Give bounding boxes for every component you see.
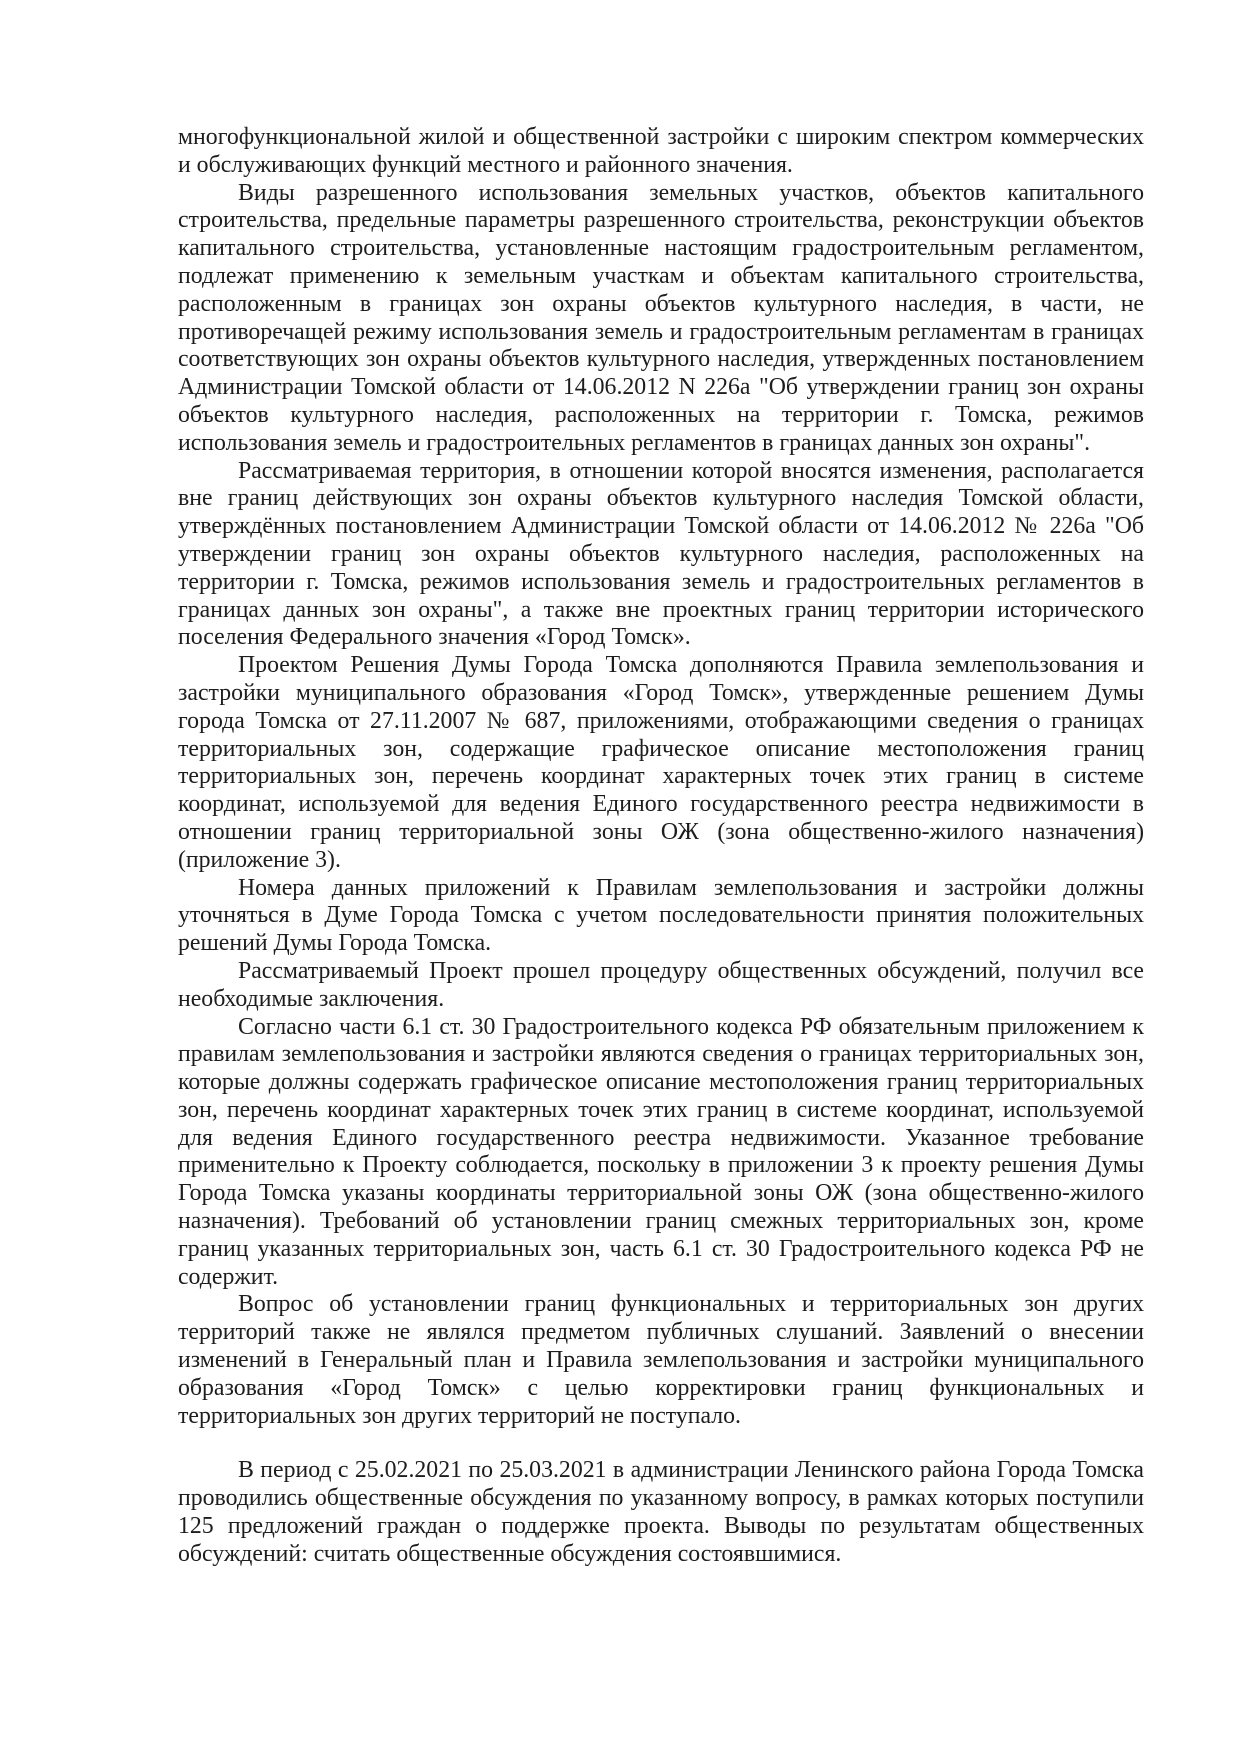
paragraph-urban-code: Согласно части 6.1 ст. 30 Градостроительного кодекса РФ обязательным приложением к правилам землепользования и застройки являются сведения о границах территориальных зон, которые должны содержать графическое описание местоположения границ территориальных зон, перечень координат характерных точек этих границ в системе координат, используемой для ведения Единого государственного реестра недвижимости. Указанное требование применительно к Проекту соблюдается, поскольку в приложении 3 к проекту решения Думы Города Томска указаны координаты территориальной зоны ОЖ (зона общественно-жилого назначения). Требований об установлении границ смежных территориальных зон, кроме границ указанных территориальных зон, часть 6.1 ст. 30 Градостроительного кодекса РФ не содержит. bbox=[178, 1013, 1144, 1290]
paragraph-draft-decision: Проектом Решения Думы Города Томска дополняются Правила землепользования и застройки муниципального образования «Город Томск», утвержденные решением Думы города Томска от 27.11.2007 № 687, приложениями, отображающими сведения о границах территориальных зон, содержащие графическое описание местоположения границ территориальных зон, перечень координат характерных точек этих границ в системе координат, используемой для ведения Единого государственного реестра недвижимости в отношении границ территориальной зоны ОЖ (зона общественно-жилого назначения) (приложение 3). bbox=[178, 652, 1144, 873]
paragraph-other-zones: Вопрос об установлении границ функциональных и территориальных зон других территорий также не являлся предметом публичных слушаний. Заявлений о внесении изменений в Генеральный план и Правила землепользования и застройки муниципального образования «Город Томск» с целью корректировки границ функциональных и территориальных зон других территорий не поступало. bbox=[178, 1291, 1144, 1429]
paragraph-continuation: многофункциональной жилой и общественной застройки с широким спектром коммерческих и обслуживающих функций местного и районного значения. bbox=[178, 124, 1144, 178]
paragraph-appendix-numbers: Номера данных приложений к Правилам землепользования и застройки должны уточняться в Думе Города Томска с учетом последовательности принятия положительных решений Думы Города Томска. bbox=[178, 874, 1144, 957]
document-body bbox=[178, 124, 1144, 1569]
paragraph-territory-location: Рассматриваемая территория, в отношении которой вносятся изменения, располагается вне границ действующих зон охраны объектов культурного наследия Томской области, утверждённых постановлением Администрации Томской области от 14.06.2012 № 226а "Об утверждении границ зон охраны объектов культурного наследия, расположенных на территории г. Томска, режимов использования земель и градостроительных регламентов в границах данных зон охраны", а также вне проектных границ территории исторического поселения Федерального значения «Город Томск». bbox=[178, 457, 1144, 651]
paragraph-permitted-uses: Виды разрешенного использования земельных участков, объектов капитального строительства, предельные параметры разрешенного строительства, реконструкции объектов капитального строительства, установленные настоящим градостроительным регламентом, подлежат применению к земельным участкам и объектам капитального строительства, расположенным в границах зон охраны объектов культурного наследия, в части, не противоречащей режиму использования земель и градостроительным регламентам в границах соответствующих зон охраны объектов культурного наследия, утвержденных постановлением Администрации Томской области от 14.06.2012 N 226а "Об утверждении границ зон охраны объектов культурного наследия, расположенных на территории г. Томска, режимов использования земель и градостроительных регламентов в границах данных зон охраны". bbox=[178, 179, 1144, 456]
paragraph-discussion-results: В период с 25.02.2021 по 25.03.2021 в администрации Ленинского района Города Томска проводились общественные обсуждения по указанному вопросу, в рамках которых поступили 125 предложений граждан о поддержке проекта. Выводы по результатам общественных обсуждений: считать общественные обсуждения состоявшимися. bbox=[178, 1457, 1144, 1567]
paragraph-public-discussion: Рассматриваемый Проект прошел процедуру общественных обсуждений, получил все необходимые заключения. bbox=[178, 957, 1144, 1012]
